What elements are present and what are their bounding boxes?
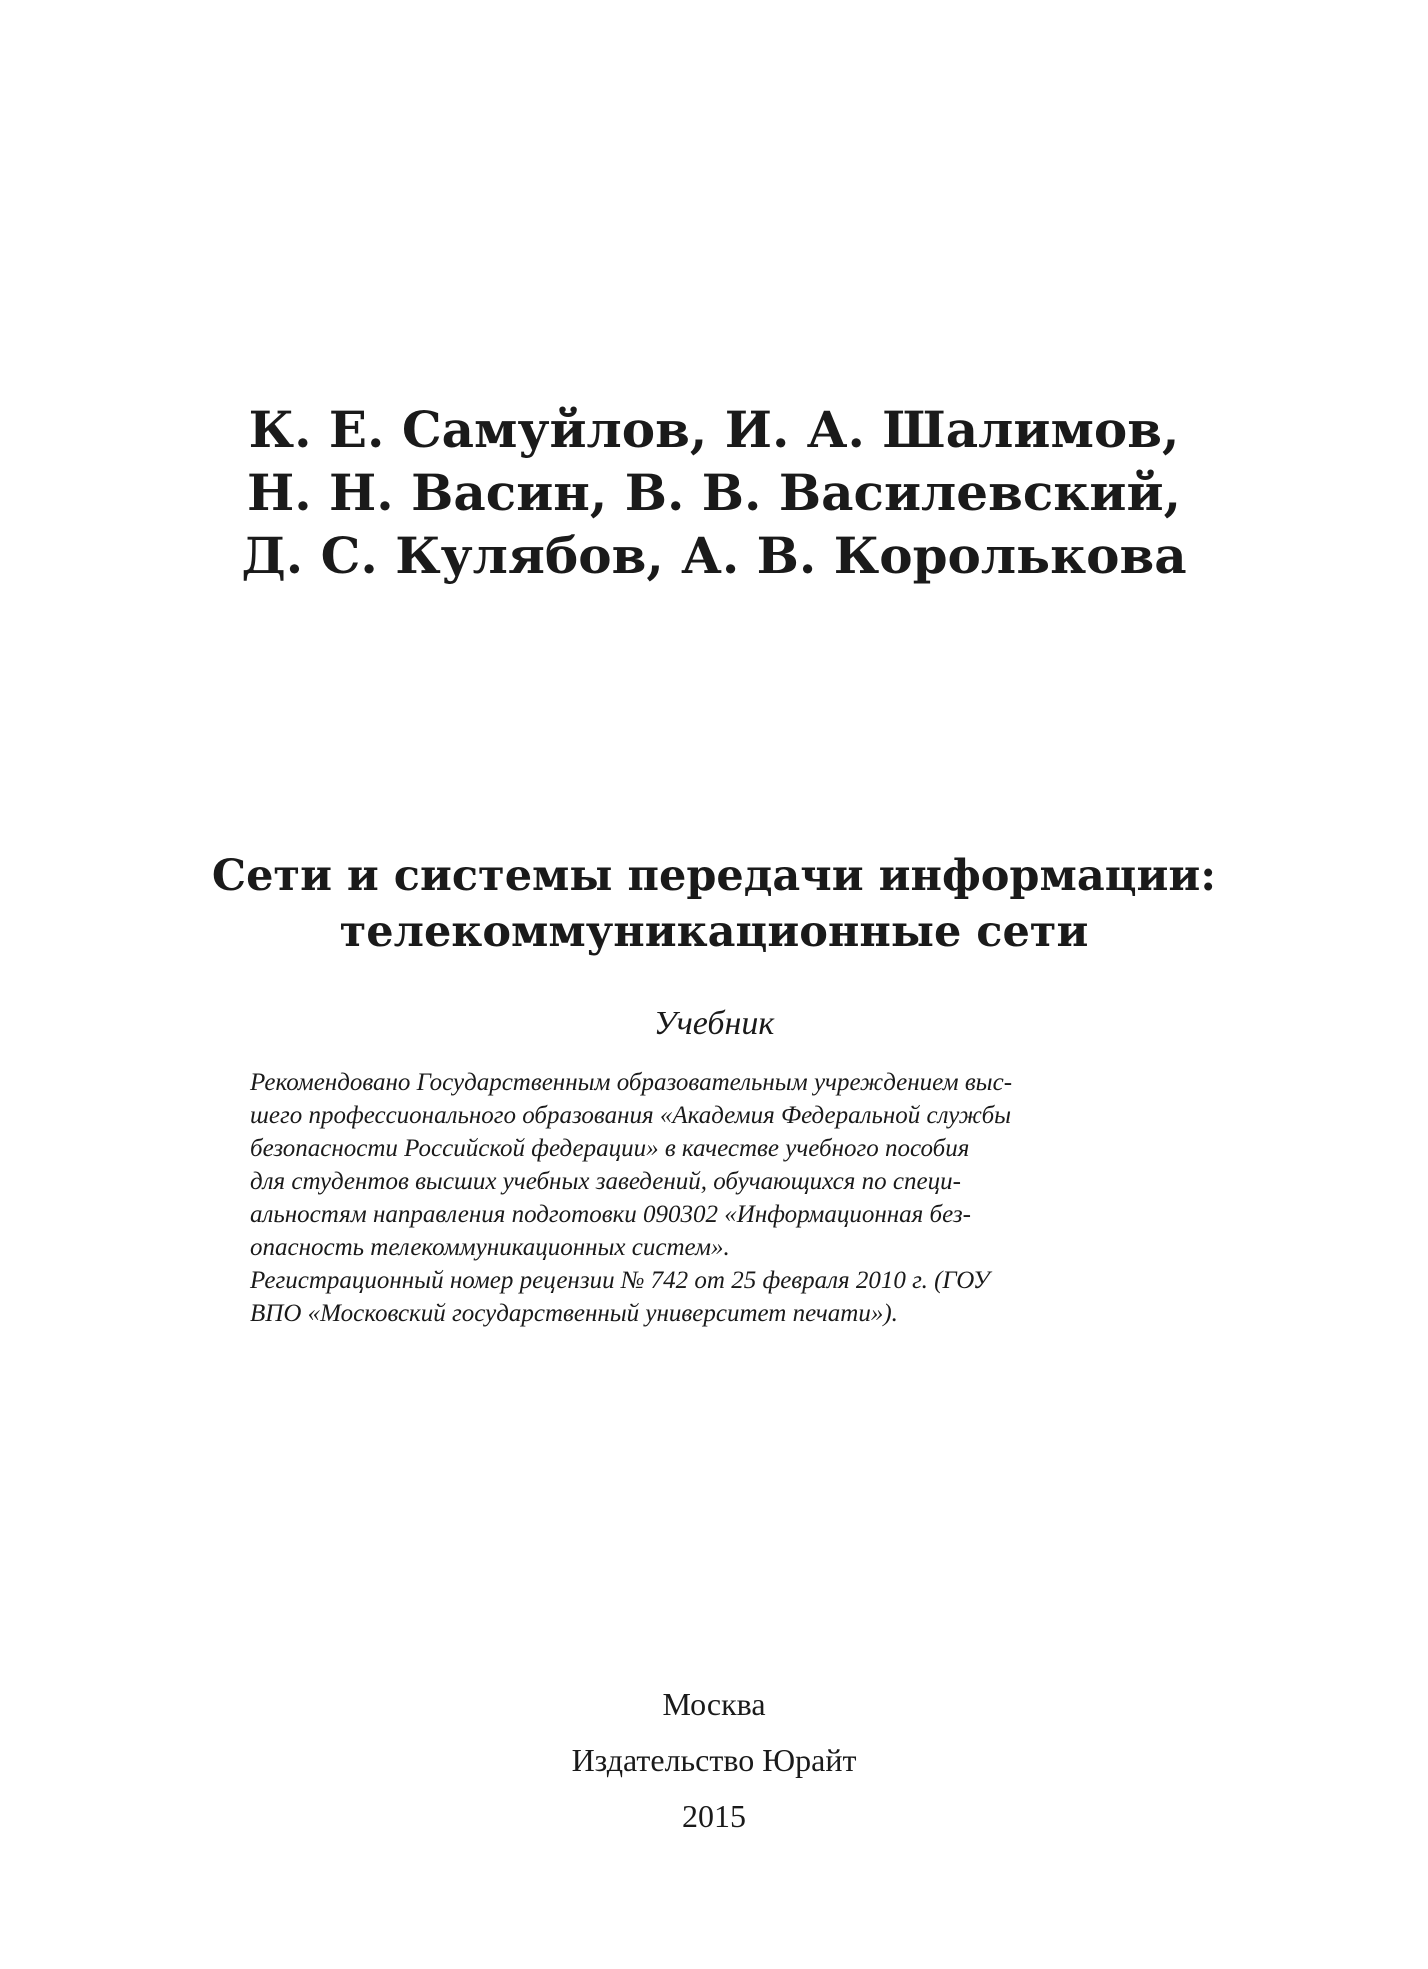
recommendation-line: безопасности Российской федерации» в качестве учебного пособия: [250, 1135, 970, 1162]
recommendation-line: шего профессионального образования «Академия Федеральной службы: [250, 1102, 1012, 1129]
imprint-publisher: Издательство Юрайт: [571, 1742, 857, 1778]
recommendation-line: опасность телекоммуникационных систем».: [250, 1234, 730, 1261]
recommendation-line: ВПО «Московский государственный университет печати»).: [250, 1300, 898, 1327]
recommendation-line: альностям направления подготовки 090302 «Информационная без-: [250, 1201, 971, 1228]
recommendation-line: Рекомендовано Государственным образовательным учреждением выс-: [250, 1069, 1013, 1096]
imprint-city: Москва: [662, 1686, 766, 1722]
authors-line: Н. Н. Васин, В. В. Василевский,: [247, 463, 1181, 522]
recommendation-text: [250, 1066, 1180, 1330]
authors-block: [0, 398, 1428, 587]
authors-line: К. Е. Самуйлов, И. А. Шалимов,: [248, 400, 1180, 459]
imprint-year: 2015: [682, 1798, 746, 1834]
authors-line: Д. С. Кулябов, А. В. Королькова: [241, 526, 1187, 585]
title-line: телекоммуникационные сети: [339, 907, 1089, 957]
recommendation-line: для студентов высших учебных заведений, обучающихся по специ-: [250, 1168, 961, 1195]
book-title: [0, 848, 1428, 960]
imprint-block: [0, 1676, 1428, 1844]
book-type: Учебник: [653, 1005, 775, 1042]
title-line: Сети и системы передачи информации:: [211, 851, 1217, 901]
recommendation-line: Регистрационный номер рецензии № 742 от 25 февраля 2010 г. (ГОУ: [250, 1267, 990, 1294]
